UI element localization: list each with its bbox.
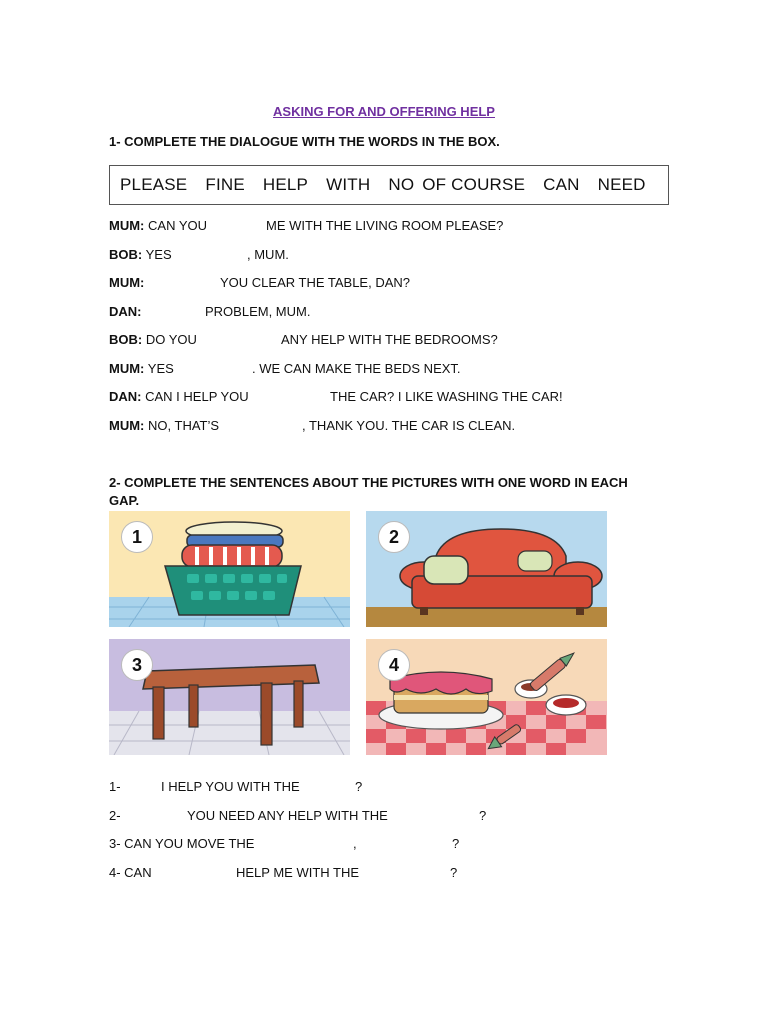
worksheet-title: ASKING FOR AND OFFERING HELP	[273, 104, 495, 119]
picture-number-badge: 2	[378, 521, 410, 553]
dialogue-text: ME WITH THE LIVING ROOM PLEASE?	[266, 218, 504, 233]
dialogue-text: PROBLEM, MUM.	[205, 304, 311, 319]
speaker: MUM:	[109, 218, 145, 233]
dialogue-text: CAN YOU	[148, 218, 208, 233]
dialogue-text: ANY HELP WITH THE BEDROOMS?	[281, 332, 498, 347]
section2-heading	[109, 474, 628, 510]
dialogue-text: THE CAR? I LIKE WASHING THE CAR!	[330, 389, 563, 404]
speaker: DAN:	[109, 304, 142, 319]
dialogue-text: YES	[147, 361, 174, 376]
word-please: PLEASE	[120, 175, 188, 194]
speaker: BOB:	[109, 247, 143, 262]
word-fine: FINE	[205, 175, 245, 194]
dialogue-text: YES	[145, 247, 172, 262]
sentence-text: ,	[353, 836, 357, 851]
word-box	[109, 165, 669, 205]
section1-heading: 1- COMPLETE THE DIALOGUE WITH THE WORDS IN THE BOX.	[109, 134, 500, 149]
speaker: BOB:	[109, 332, 143, 347]
dialogue-text: NO, THAT’S	[148, 418, 220, 433]
sentence-text: ?	[452, 836, 460, 851]
sentence-text: 2-	[109, 808, 121, 823]
speaker: DAN:	[109, 389, 142, 404]
dialogue-text: CAN I HELP YOU	[145, 389, 249, 404]
dialogue-text: , THANK YOU. THE CAR IS CLEAN.	[302, 418, 516, 433]
sentence-text: I HELP YOU WITH THE	[161, 779, 300, 794]
sentence-text: ?	[355, 779, 363, 794]
picture-cake	[366, 639, 607, 755]
sentence-text: ?	[450, 865, 458, 880]
picture-number-badge: 4	[378, 649, 410, 681]
word-of-course: OF COURSE	[422, 175, 526, 194]
section2-heading-line2: GAP.	[109, 493, 140, 508]
dialogue-text: YOU CLEAR THE TABLE, DAN?	[220, 275, 411, 290]
picture-number-badge: 3	[121, 649, 153, 681]
speaker: MUM:	[109, 418, 145, 433]
picture-laundry-basket	[109, 511, 350, 627]
word-with: WITH	[326, 175, 371, 194]
word-can: CAN	[543, 175, 580, 194]
picture-number-badge: 1	[121, 521, 153, 553]
sentence-text: 4- CAN	[109, 865, 152, 880]
sentence-text: 1-	[109, 779, 121, 794]
picture-table	[109, 639, 350, 755]
section2-heading-line1: 2- COMPLETE THE SENTENCES ABOUT THE PICTURES WITH ONE WORD IN EACH	[109, 475, 628, 490]
dialogue-text: . WE CAN MAKE THE BEDS NEXT.	[252, 361, 461, 376]
word-need: NEED	[597, 175, 646, 194]
word-no: NO	[388, 175, 415, 194]
speaker: MUM:	[109, 361, 145, 376]
word-help: HELP	[262, 175, 309, 194]
sentence-text: 3- CAN YOU MOVE THE	[109, 836, 255, 851]
speaker: MUM:	[109, 275, 145, 290]
sentence-text: ?	[479, 808, 487, 823]
sentence-text: HELP ME WITH THE	[236, 865, 360, 880]
dialogue-text: DO YOU	[145, 332, 197, 347]
sentence-text: YOU NEED ANY HELP WITH THE	[187, 808, 388, 823]
dialogue-text: , MUM.	[247, 247, 289, 262]
picture-armchair	[366, 511, 607, 627]
